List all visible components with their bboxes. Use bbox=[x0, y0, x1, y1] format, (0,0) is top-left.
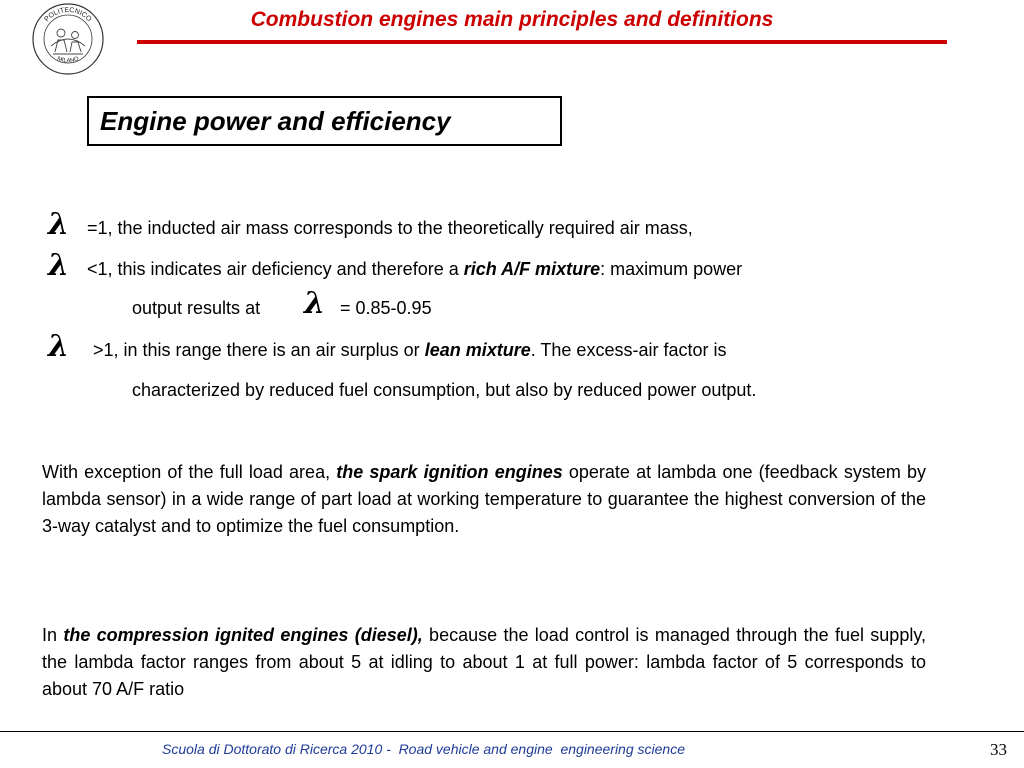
page-number: 33 bbox=[990, 740, 1007, 759]
lambda-item-2-text: <1, this indicates air deficiency and therefore a bbox=[87, 259, 464, 279]
slide-title: Combustion engines main principles and definitions bbox=[250, 8, 774, 31]
lambda-item-3 bbox=[93, 339, 726, 361]
lambda-item-3-text: >1, in this range there is an air surplus or bbox=[93, 340, 425, 360]
university-seal-icon bbox=[31, 2, 105, 76]
footer-divider bbox=[0, 731, 1024, 732]
lambda-item-2-continuation-before: output results at bbox=[132, 298, 261, 318]
diesel-emphasis: the compression ignited engines (diesel), bbox=[63, 625, 423, 645]
lambda-item-1 bbox=[87, 217, 693, 239]
lambda-item-3-continuation-text: characterized by reduced fuel consumption, but also by reduced power output. bbox=[132, 380, 757, 400]
lambda-item-3-continuation bbox=[132, 379, 756, 401]
spark-paragraph-text-after: operate at lambda one (feedback system by lambda sensor) in a wide range of part load at working temperature to guarantee the highest conversion of the 3-way catalyst and to optimize the fuel consumption. bbox=[42, 462, 927, 536]
lambda-item-2-continuation bbox=[132, 297, 260, 319]
lambda-icon: λ bbox=[48, 248, 70, 283]
title-underline bbox=[137, 40, 947, 44]
lambda-item-2-continuation-after: = 0.85-0.95 bbox=[340, 298, 432, 318]
lambda-icon: λ bbox=[48, 329, 70, 364]
spark-ignition-paragraph bbox=[42, 459, 926, 540]
lean-mixture-emphasis: lean mixture bbox=[424, 340, 531, 360]
logo-top-text: POLITECNICO bbox=[43, 6, 93, 24]
spark-paragraph-text-before: With exception of the full load area, bbox=[42, 462, 337, 482]
lambda-icon: λ bbox=[48, 207, 70, 242]
lambda-item-2-value bbox=[340, 297, 432, 319]
section-title-box bbox=[87, 96, 562, 146]
lambda-item-2-text-after: : maximum power bbox=[600, 259, 743, 279]
section-title: Engine power and efficiency bbox=[100, 106, 451, 136]
rich-mixture-emphasis: rich A/F mixture bbox=[463, 259, 601, 279]
university-logo bbox=[31, 2, 105, 76]
diesel-paragraph-text-before: In bbox=[42, 625, 64, 645]
footer-text: Scuola di Dottorato di Ricerca 2010 - Road vehicle and engine engineering science bbox=[162, 741, 685, 757]
lambda-item-2 bbox=[87, 258, 742, 280]
lambda-icon: λ bbox=[304, 286, 326, 321]
logo-bottom-text: MILANO bbox=[56, 56, 80, 65]
spark-ignition-emphasis: the spark ignition engines bbox=[336, 462, 563, 482]
diesel-paragraph-text-after: because the load control is managed through the fuel supply, the lambda factor ranges from about 5 at idling to about 1 at full power: lambda factor of 5 corresponds to about 70 A/F ratio bbox=[42, 625, 926, 699]
lambda-item-3-text-after: . The excess-air factor is bbox=[530, 340, 727, 360]
lambda-item-1-text: =1, the inducted air mass corresponds to the theoretically required air mass, bbox=[87, 218, 693, 238]
diesel-paragraph bbox=[42, 622, 926, 703]
